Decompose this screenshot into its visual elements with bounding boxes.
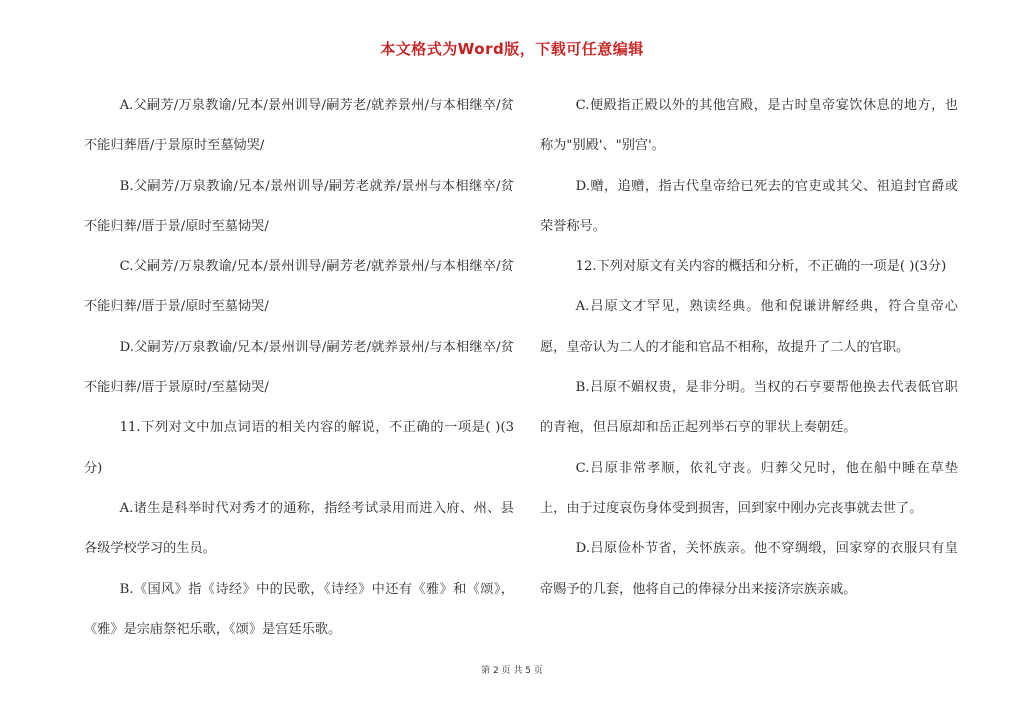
q12-option-d: D.吕原俭朴节省，关怀族亲。他不穿绸缎，回家穿的衣服只有皇帝赐予的几套，他将自己的俸禄分出来接济宗族亲戚。 (540, 541, 958, 597)
question-12: 12.下列对原文有关内容的概括和分析，不正确的一项是( )(3分) (575, 259, 947, 275)
q11-option-b: B.《国风》指《诗经》中的民歌，《诗经》中还有《雅》和《颂》，《雅》是宗庙祭祀乐歌，《颂》是宫廷乐歌。 (84, 581, 514, 637)
question-11: 11.下列对文中加点词语的相关内容的解说，不正确的一项是( )(3分) (84, 420, 514, 476)
document-banner: 本文格式为Word版，下载可任意编辑 (380, 40, 644, 58)
option-a-paragraph: A.父嗣芳/万泉教谕/兄本/景州训导/嗣芳老/就养景州/与本相继卒/贫不能归葬厝/于景原时至墓恸哭/ (84, 98, 514, 154)
q12-option-a: A.吕原文才罕见，熟读经典。他和倪谦讲解经典，符合皇帝心愿，皇帝认为二人的才能和官品不相称，故提升了二人的官职。 (540, 299, 958, 355)
option-b-paragraph: B.父嗣芳/万泉教谕/兄本/景州训导/嗣芳老就养/景州与本相继卒/贫不能归葬/厝于景/原时至墓恸哭/ (84, 178, 514, 234)
q11-option-a: A.诸生是科举时代对秀才的通称，指经考试录用而进入府、州、县各级学校学习的生员。 (84, 500, 514, 557)
page-number: 第 2 页 共 5 页 (481, 666, 543, 676)
q12-option-b: B.吕原不媚权贵，是非分明。当权的石亨要帮他换去代表低官职的青袍，但吕原却和岳正起列举石亨的罪状上奏朝廷。 (540, 380, 958, 436)
q11-option-d: D.赠，追赠，指古代皇帝给已死去的官吏或其父、祖追封官爵或荣誉称号。 (540, 178, 958, 234)
right-column (540, 86, 958, 610)
q11-option-c: C.便殿指正殿以外的其他宫殿，是古时皇帝宴饮休息的地方，也称为"别殿'、"别宫'。 (540, 98, 958, 154)
option-c-paragraph: C.父嗣芳/万泉教谕/兄本/景州训导/嗣芳老/就养景州/与本相继卒/贫不能归葬/厝于景/原时至墓恸哭/ (84, 259, 514, 315)
option-d-paragraph: D.父嗣芳/万泉教谕/兄本/景州训导/嗣芳老/就养景州/与本相继卒/贫不能归葬/厝于景原时/至墓恸哭/ (84, 339, 514, 396)
left-column (84, 86, 514, 650)
q12-option-c: C.吕原非常孝顺，依礼守丧。归葬父兄时，他在船中睡在草垫上，由于过度哀伤身体受到损害，回到家中刚办完丧事就去世了。 (540, 460, 958, 516)
